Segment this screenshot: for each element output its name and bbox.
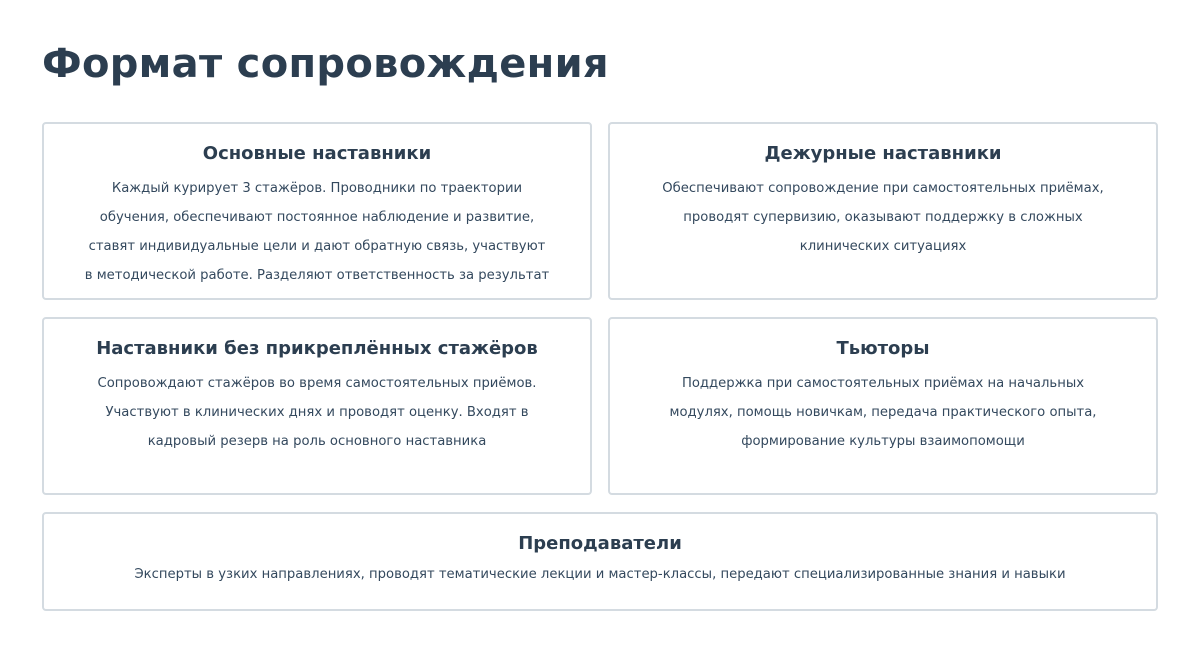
card-text-line: проводят супервизию, оказывают поддержку в сложных [683,210,1083,225]
card-text-line: обучения, обеспечивают постоянное наблюдение и развитие, [99,210,535,225]
card-text-line: Обеспечивают сопровождение при самостоятельных приёмах, [662,181,1104,196]
card-main-mentors [42,122,592,300]
card-text-line: модулях, помощь новичкам, передача практического опыта, [669,405,1097,420]
card-text-line: клинических ситуациях [799,239,967,254]
card-description [58,174,576,290]
card-teachers [42,512,1158,611]
card-text-line: Сопровождают стажёров во время самостоятельных приёмов. [97,376,537,391]
card-duty-mentors [608,122,1158,300]
card-description [624,174,1142,261]
card-title: Тьюторы [836,338,930,359]
card-description [58,564,1142,586]
card-title: Дежурные наставники [764,143,1002,164]
card-title: Наставники без прикреплённых стажёров [96,338,538,359]
card-tutors [608,317,1158,495]
card-title: Преподаватели [518,533,682,554]
card-text-line: ставят индивидуальные цели и дают обратную связь, участвуют [88,239,546,254]
card-text-line: Участвуют в клинических днях и проводят оценку. Входят в [105,405,529,420]
page-title: Формат сопровождения [42,41,609,87]
card-text-line: в методической работе. Разделяют ответственность за результат [84,268,550,283]
card-text-line: кадровый резерв на роль основного наставника [147,434,487,449]
card-title: Основные наставники [202,143,432,164]
card-description [624,369,1142,456]
card-text-line: Каждый курирует 3 стажёров. Проводники по траектории [111,181,523,196]
card-text-line: формирование культуры взаимопомощи [741,434,1025,449]
card-text-line: Эксперты в узких направлениях, проводят тематические лекции и мастер-классы, передают специализированные знания и навыки [134,567,1066,582]
card-text-line: Поддержка при самостоятельных приёмах на начальных [681,376,1085,391]
card-unassigned-mentors [42,317,592,495]
card-description [58,369,576,456]
